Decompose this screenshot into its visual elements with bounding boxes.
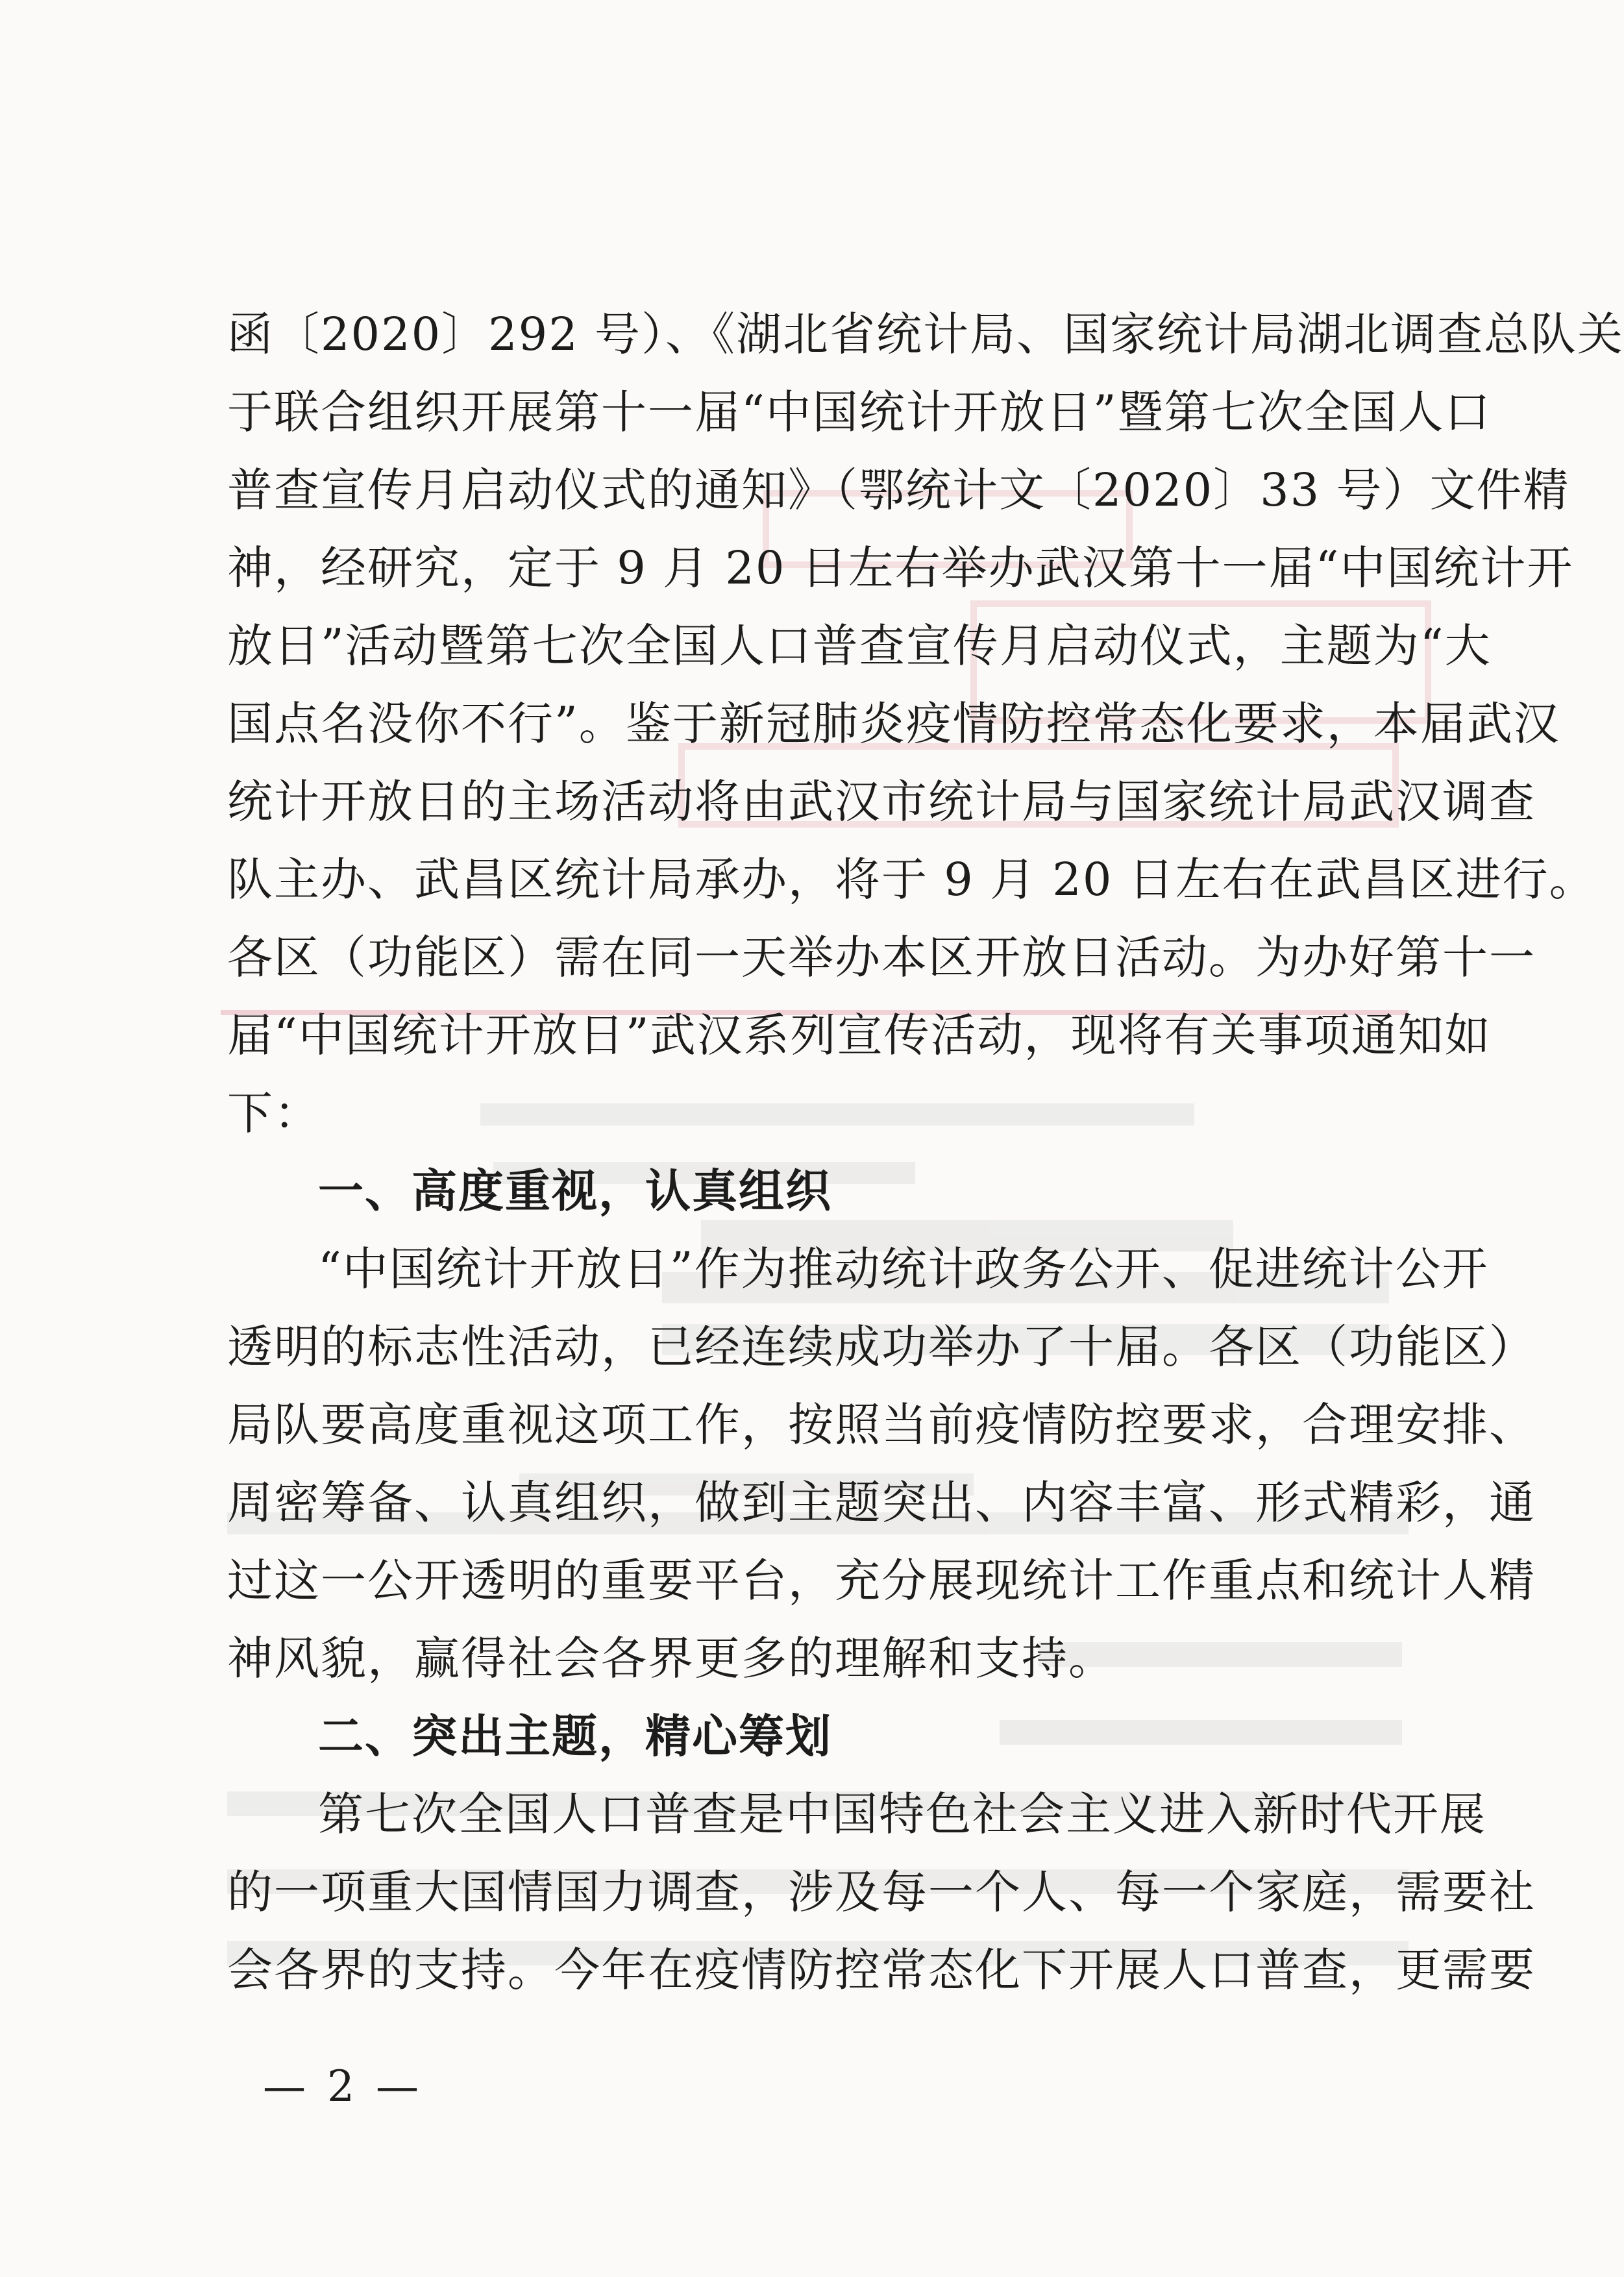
paragraph-line-5: 放日”活动暨第七次全国人口普查宣传月启动仪式，主题为“大 — [227, 619, 1492, 672]
section1-line-3: 局队要高度重视这项工作，按照当前疫情防控要求，合理安排、 — [227, 1398, 1536, 1451]
paragraph-line-11: 下： — [227, 1087, 321, 1140]
section1-line-5: 过这一公开透明的重要平台，充分展现统计工作重点和统计人精 — [227, 1554, 1536, 1607]
paragraph-line-1: 函〔2020〕292 号）、《湖北省统计局、国家统计局湖北调查总队关 — [227, 308, 1624, 361]
section-heading-2: 二、突出主题，精心筹划 — [318, 1710, 832, 1763]
section2-line-1: 第七次全国人口普查是中国特色社会主义进入新时代开展 — [318, 1788, 1486, 1841]
paragraph-line-8: 队主办、武昌区统计局承办，将于 9 月 20 日左右在武昌区进行。 — [227, 853, 1596, 906]
paragraph-line-7: 统计开放日的主场活动将由武汉市统计局与国家统计局武汉调查 — [227, 775, 1536, 828]
section2-line-2: 的一项重大国情国力调查，涉及每一个人、每一个家庭，需要社 — [227, 1865, 1536, 1919]
paragraph-line-9: 各区（功能区）需在同一天举办本区开放日活动。为办好第十一 — [227, 931, 1536, 984]
section1-line-1: “中国统计开放日”作为推动统计政务公开、促进统计公开 — [318, 1242, 1489, 1296]
section-heading-1: 一、高度重视，认真组织 — [318, 1164, 832, 1218]
paragraph-line-2: 于联合组织开展第十一届“中国统计开放日”暨第七次全国人口 — [227, 386, 1492, 439]
section2-line-3: 会各界的支持。今年在疫情防控常态化下开展人口普查，更需要 — [227, 1943, 1536, 1997]
paragraph-line-4: 神，经研究，定于 9 月 20 日左右举办武汉第十一届“中国统计开 — [227, 541, 1574, 595]
paragraph-line-10: 届“中国统计开放日”武汉系列宣传活动，现将有关事项通知如 — [227, 1009, 1492, 1062]
paragraph-line-6: 国点名没你不行”。鉴于新冠肺炎疫情防控常态化要求，本届武汉 — [227, 697, 1560, 750]
page-number: — 2 — — [263, 2062, 423, 2111]
section1-line-4: 周密筹备、认真组织，做到主题突出、内容丰富、形式精彩，通 — [227, 1476, 1536, 1529]
section1-line-6: 神风貌，赢得社会各界更多的理解和支持。 — [227, 1632, 1115, 1685]
section1-line-2: 透明的标志性活动，已经连续成功举办了十届。各区（功能区） — [227, 1320, 1536, 1373]
paragraph-line-3: 普查宣传月启动仪式的通知》（鄂统计文〔2020〕33 号）文件精 — [227, 463, 1570, 517]
